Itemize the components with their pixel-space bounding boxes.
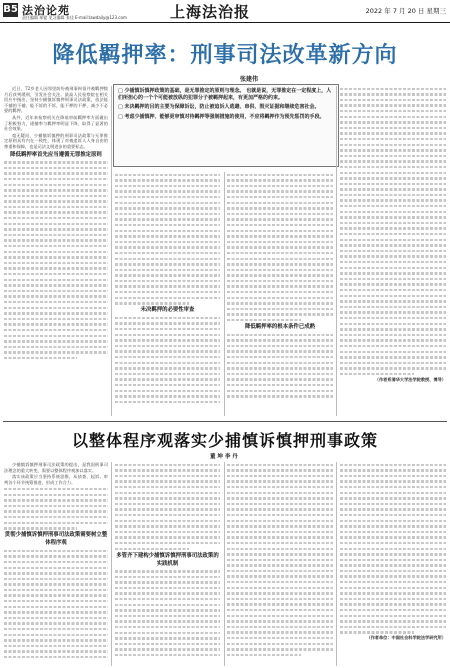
article2-column-4	[340, 462, 446, 666]
paragraph: 近日，72岁老人因邻里纠纷被刑事拘留并被羁押数月后获判缓刑，引发社会关注。最高人民检察院在相关回应中指出，坚持少捕慎诉慎押刑事司法政策，依法能不捕的不捕，能不诉的不诉，能不押的不押，减少不必要的羁押。	[4, 86, 108, 114]
article1-author: 张建伟	[240, 76, 259, 83]
article1-subheading: 降低羁押率首先应当遵循无罪推定原则	[10, 151, 102, 158]
article1-column-4	[340, 86, 446, 416]
abstract-point: □ 少捕慎诉慎押政策的基础，是无罪推定的原则与理念。 也就是说，无罪推定在一定程度上，人们所担心的一个个可能被放纵的犯罪分子被羁押起来，有更加严格的约束。	[118, 88, 332, 102]
page-number: B5	[3, 4, 18, 15]
article-divider	[3, 421, 447, 422]
paragraph: 毫无疑问，少捕慎诉慎押的刑事司法政策与无罪推定原则具有内在一致性，体现了对被追诉人人身自由的尊重和保障，也是司法文明进步的重要标志。	[4, 132, 108, 149]
article2-subheading: 多管齐下建构少捕慎诉慎押刑事司法政策的实践机制	[116, 552, 219, 567]
article2-column-2	[115, 462, 220, 666]
article1-subheading: 未决羁押的必要性审查	[140, 307, 195, 314]
article2-column-1	[4, 462, 108, 666]
section-title: 法治论苑	[22, 4, 70, 17]
article2-author-note: （作者单位：中国社会科学院法学研究所）	[366, 635, 446, 641]
article2-headline: 以整体程序观落实少捕慎诉慎押刑事政策	[71, 431, 378, 450]
editors-line: 责任编辑 邢婴 见习编辑 张佳 E-mail:lawdaily@123.com	[22, 15, 127, 20]
issue-date: 2022 年 7 月 20 日 星期三	[365, 7, 446, 15]
abstract-point: □ 考虑少捕慎押、能够更审慎对待羁押等强制措施的使用，不应将羁押作为预先惩罚的手段。	[118, 113, 325, 120]
paragraph: 从外，近年来检察机关在降低审前羁押率方面做出了积极努力，逮捕率与羁押率明显下降，取得了显著的社会效果。	[4, 114, 108, 132]
article1-column-1	[4, 86, 108, 416]
article1-abstract-box	[113, 84, 339, 167]
article2-column-3	[227, 462, 333, 666]
page-header	[0, 0, 450, 23]
newspaper-masthead: 上海法治报	[170, 3, 251, 21]
paragraph: 少捕慎诉慎押刑事司法政策的提出，是我国刑事司法理念的重大转变，需要以整体程序观加以落实。	[4, 462, 108, 473]
article2-author: 董 坤 李 丹	[210, 454, 238, 460]
paragraph: 落实该政策应当坚持系统思维，从侦查、起诉、审判各个环节统筹推进，形成工作合力。	[4, 474, 108, 485]
article1-column-2	[115, 172, 220, 416]
article1-headline: 降低羁押率：刑事司法改革新方向	[52, 43, 398, 68]
abstract-point: □ 未决羁押的目的主要为保障诉讼，防止被追诉人逃避、串供、毁灭证据和继续危害社会。	[118, 104, 320, 111]
article1-author-note: （作者系清华大学法学院教授、博导）	[374, 376, 446, 382]
article2-subheading: 贯彻少捕慎诉慎押刑事司法政策需要树立整体程序观	[4, 532, 108, 547]
article1-column-3	[227, 172, 333, 416]
article1-subheading: 降低羁押率的根本条件已成熟	[244, 324, 316, 331]
